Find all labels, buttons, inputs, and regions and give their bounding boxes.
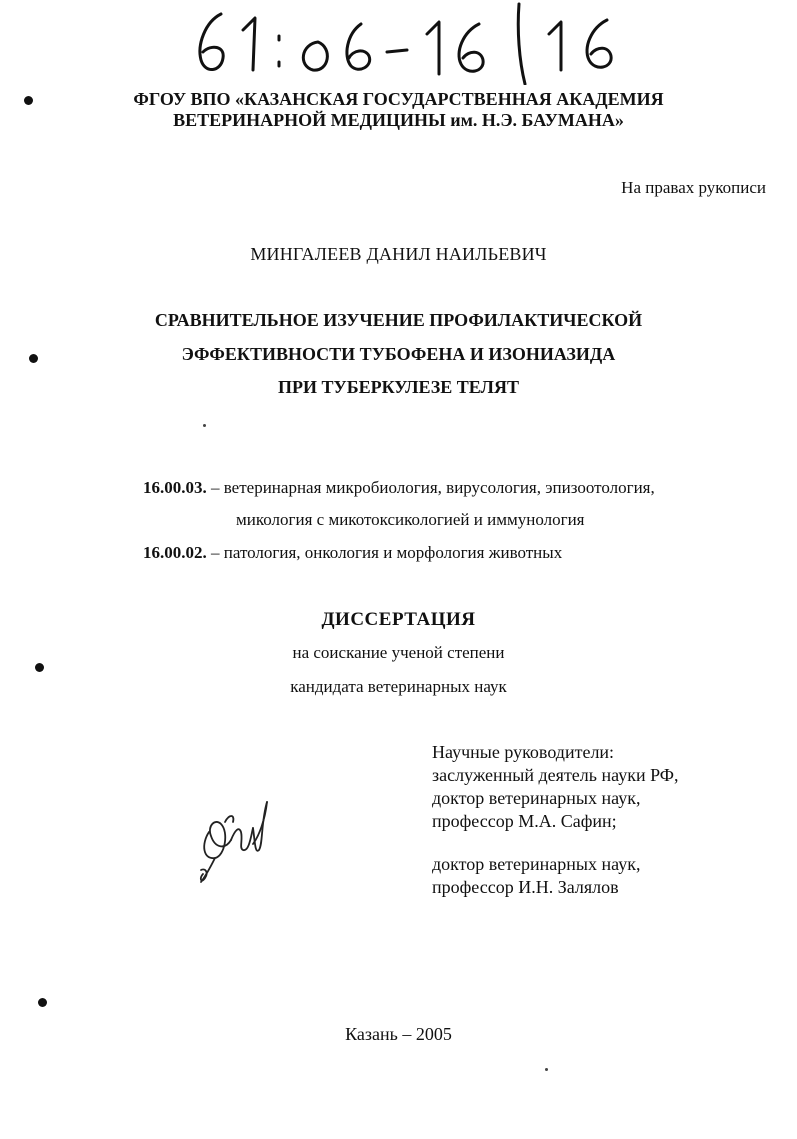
title-line-1: СРАВНИТЕЛЬНОЕ ИЗУЧЕНИЕ ПРОФИЛАКТИЧЕСКОЙ [154, 310, 643, 330]
specialty-2 [143, 543, 562, 563]
specialty-2-code: 16.00.02. [143, 543, 207, 562]
specialty-1-text: – ветеринарная микробиология, вирусология, эпизоотология, [206, 478, 655, 497]
place-year: Казань – 2005 [345, 1024, 452, 1044]
specialty-1 [143, 478, 655, 498]
advisor-1-line-2: доктор ветеринарных наук, [432, 788, 641, 808]
specialty-1-continuation: микология с микотоксикологией и иммунология [236, 510, 585, 529]
advisor-1-line-1: заслуженный деятель науки РФ, [432, 765, 679, 785]
document-type-line-2: кандидата ветеринарных наук [290, 677, 507, 696]
advisor-2-line-1: доктор ветеринарных наук, [432, 854, 641, 874]
title-line-2: ЭФФЕКТИВНОСТИ ТУБОФЕНА И ИЗОНИАЗИДА [181, 344, 616, 364]
margin-mark [35, 663, 44, 672]
advisor-2-line-2: профессор И.Н. Залялов [432, 877, 619, 897]
handwritten-signature [195, 792, 275, 887]
author-name: МИНГАЛЕЕВ ДАНИЛ НАИЛЬЕВИЧ [250, 244, 547, 264]
document-type-heading: ДИССЕРТАЦИЯ [321, 609, 476, 630]
specialty-1-code: 16.00.03. [143, 478, 207, 497]
institution-line-1: ФГОУ ВПО «КАЗАНСКАЯ ГОСУДАРСТВЕННАЯ АКАДЕМИЯ [133, 89, 664, 109]
document-type-line-1: на соискание ученой степени [292, 643, 505, 662]
speck [545, 1068, 548, 1071]
institution-line-2: ВЕТЕРИНАРНОЙ МЕДИЦИНЫ им. Н.Э. БАУМАНА» [173, 110, 624, 130]
specialty-2-text: – патология, онкология и морфология животных [206, 543, 563, 562]
manuscript-note: На правах рукописи [621, 178, 766, 197]
advisors-heading: Научные руководители: [432, 742, 615, 762]
title-line-3: ПРИ ТУБЕРКУЛЕЗЕ ТЕЛЯТ [278, 377, 519, 397]
handwritten-archive-number [183, 0, 633, 85]
speck [203, 424, 206, 427]
margin-mark [38, 998, 47, 1007]
advisor-1-line-3: профессор М.А. Сафин; [432, 811, 617, 831]
